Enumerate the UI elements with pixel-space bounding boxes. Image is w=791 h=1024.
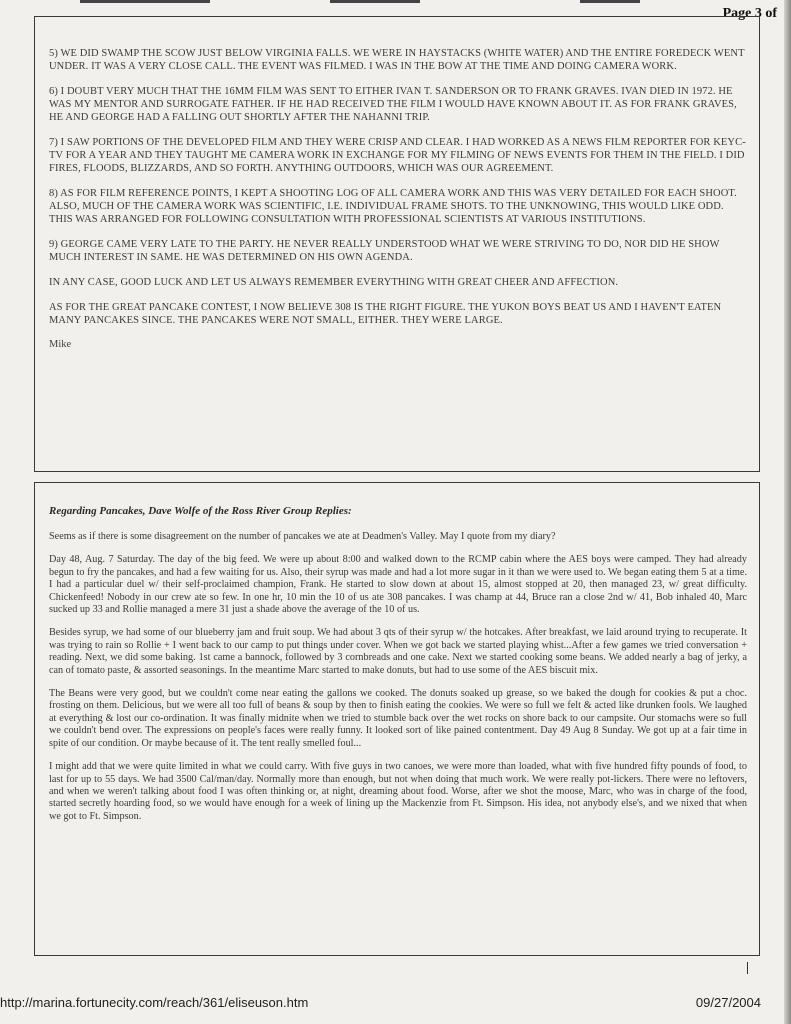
top-scan-mark — [80, 0, 210, 3]
reply-box — [34, 482, 760, 956]
letter-paragraph: 5) WE DID SWAMP THE SCOW JUST BELOW VIRGINIA FALLS. WE WERE IN HAYSTACKS (WHITE WATER) AND THE ENTIRE FOREDECK WENT UNDER. IT WAS A VERY CLOSE CALL. THE EVENT WAS FILMED. I WAS IN THE BOW AT THE TIME AND DOING CAMERA WORK. — [49, 48, 745, 72]
letter-paragraph: 8) AS FOR FILM REFERENCE POINTS, I KEPT A SHOOTING LOG OF ALL CAMERA WORK AND THIS WAS VERY DETAILED FOR EACH SHOOT. ALSO, MUCH OF THE CAMERA WORK WAS SCIENTIFIC, I.E. INDIVIDUAL FRAME SHOTS. TO THE UNKNOWING, THIS WOULD LIKE ODD. THIS WAS ARRANGED FOR FOLLOWING CONSULTATION WITH PROFESSIONAL SCIENTISTS AT VARIOUS INSTITUTIONS. — [49, 188, 737, 225]
letter-paragraph: IN ANY CASE, GOOD LUCK AND LET US ALWAYS REMEMBER EVERYTHING WITH GREAT CHEER AND AFFECTION. — [49, 277, 619, 288]
letter-paragraph: 9) GEORGE CAME VERY LATE TO THE PARTY. HE NEVER REALLY UNDERSTOOD WHAT WE WERE STRIVING TO DO, NOR DID HE SHOW MUCH INTEREST IN SAME. HE WAS DETERMINED ON HIS OWN AGENDA. — [49, 239, 720, 263]
scan-edge-shadow — [784, 0, 791, 1024]
top-scan-mark — [580, 0, 640, 3]
top-scan-mark — [330, 0, 420, 3]
reply-paragraph: Day 48, Aug. 7 Saturday. The day of the big feed. We were up about 8:00 and walked down to the RCMP cabin where the AES boys were camped. They had already begun to fry the pancakes, and had a few waiting for us. Also, their syrup was made and had a lot more sugar in it than we were used to. We began eating them 5 at a time. I had a particular duel w/ their self-proclaimed champion, Frank. He started to slow down at about 15, almost stopped at 20, then managed 23, w/ great difficulty. Chickenfeed! Nobody in our crew ate so few. In one hr, 10 min the 10 of us ate 308 pancakes. I was champ at 44, Bruce ran a close 2nd w/ 41, Bob inhaled 40, Marc sucked up 33 and Rollie managed a mere 31 just a shade above the average of the 10 of us. — [49, 554, 747, 616]
reply-paragraph: The Beans were very good, but we couldn't come near eating the gallons we cooked. The donuts soaked up grease, so we baked the dough for cookies & put a choc. frosting on them. Delicious, but we were all too full of beans & soup by then to finish eating the cookies. We were so full we felt & acted like drunken fools. We laughed at everything & lost our co-ordination. It was finally midnite when we tried to stumble back over the wet rocks on shore back to our campsite. Our stomachs were so full we couldn't bend over. The expressions on people's faces were really funny. It looked sort of like pained contentment. Day 49 Aug 8 Sunday. We got up at a fair time in spite of our condition. Or maybe because of it. The tent really smelled foul... — [49, 688, 747, 749]
reply-paragraph: I might add that we were quite limited in what we could carry. With five guys in two canoes, we were more than loaded, what with five hundred fifty pounds of food, to last for up to 55 days. We had 3500 Cal/man/day. Normally more than enough, but not when doing that much work. We were really pot-lickers. There were no leftovers, and when we weren't talking about food I was often thinking or, at night, dreaming about food. Worse, after we shot the moose, Marc, who was in charge of the food, started secretly hoarding food, so we would have enough for a week of lining up the Mackenzie from Ft. Simpson. His idea, not anybody else's, and we nixed that when we got to Ft. Simpson. — [49, 761, 747, 822]
letter-paragraph: 7) I SAW PORTIONS OF THE DEVELOPED FILM AND THEY WERE CRISP AND CLEAR. I HAD WORKED AS A NEWS FILM REPORTER FOR KEYC-TV FOR A YEAR AND THEY TAUGHT ME CAMERA WORK IN EXCHANGE FOR MY FILMING OF NEWS EVENTS FOR THEM IN THE FIELD. I DID FIRES, FLOODS, BLIZZARDS, AND SO FORTH. ANYTHING OUTDOORS, WHICH WAS OUR AGREEMENT. — [49, 137, 746, 174]
letter-paragraph: AS FOR THE GREAT PANCAKE CONTEST, I NOW BELIEVE 308 IS THE RIGHT FIGURE. THE YUKON BOYS BEAT US AND I HAVEN'T EATEN MANY PANCAKES SINCE. THE PANCAKES WERE NOT SMALL, EITHER. THEY WERE LARGE. — [49, 302, 722, 326]
letter-paragraph: 6) I DOUBT VERY MUCH THAT THE 16MM FILM WAS SENT TO EITHER IVAN T. SANDERSON OR TO FRANK GRAVES. IVAN DIED IN 1972. HE WAS MY MENTOR AND SURROGATE FATHER. IF HE HAD RECEIVED THE FILM I WOULD HAVE KNOWN ABOUT IT. AS FOR FRANK GRAVES, HE AND GEORGE HAD A FALLING OUT SHORTLY AFTER THE NAHANNI TRIP. — [49, 86, 737, 123]
page-number: Page 3 of — [722, 6, 777, 21]
cursor-mark — [747, 962, 748, 974]
reply-heading: Regarding Pancakes, Dave Wolfe of the Ross River Group Replies: — [49, 505, 352, 517]
reply-paragraph: Besides syrup, we had some of our blueberry jam and fruit soup. We had about 3 qts of their syrup w/ the hotcakes. After breakfast, we laid around trying to recuperate. It was trying to rain so Rollie + I went back to our camp to put things under cover. When we got back we started playing whist...After a few games we tried conversation + reading. Next, we did some baking. 1st came a bannock, followed by 3 cornbreads and one cake. Next we started cooking some beans. We added nearly a bag of jerky, a can of tomato paste, & assorted seasonings. In the meantime Marc started to make donuts, but had to use some of the AES biscuit mix. — [49, 627, 747, 676]
letter-signature: Mike — [49, 339, 72, 350]
footer-url[interactable]: http://marina.fortunecity.com/reach/361/eliseuson.htm — [0, 995, 309, 1010]
reply-paragraph: Seems as if there is some disagreement on the number of pancakes we ate at Deadmen's Valley. May I quote from my diary? — [49, 531, 556, 542]
letter-box — [34, 16, 760, 472]
footer-date: 09/27/2004 — [695, 995, 761, 1010]
